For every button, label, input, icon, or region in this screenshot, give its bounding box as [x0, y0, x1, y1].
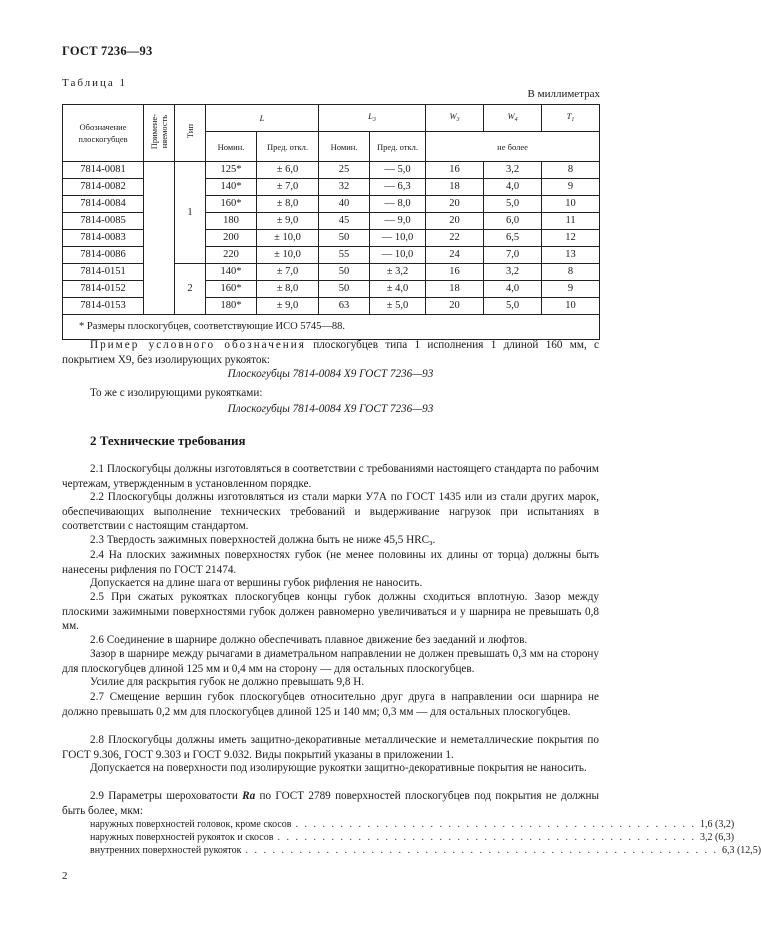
paragraph-2-3-sub: э: [429, 538, 433, 547]
paragraph-2-9: [62, 789, 599, 818]
table-row: [63, 247, 600, 264]
example-same: То же с изолирующими рукоятками:: [90, 387, 263, 399]
cell-L-nom: 160*: [206, 196, 257, 213]
paragraph-2-8: 2.8 Плоскогубцы должны иметь защитно-декоративные металлические и неметаллические покрытия по ГОСТ 9.306, ГОСТ 9.303 и ГОСТ 9.032. Виды покрытий указаны в приложении 1.: [62, 734, 599, 761]
paragraph-2-9-ra: Ra: [242, 790, 256, 802]
header-T1-sub: 1: [571, 117, 575, 123]
header-designation: Обозначение плоскогубцев: [63, 105, 144, 162]
cell-W3: 24: [426, 247, 484, 264]
table-row: [63, 213, 600, 230]
paragraph-2-5: 2.5 При сжатых рукоятках плоскогубцев концы губок должны сходиться вплотную. Зазор между плоскими зажимными поверхностями губок должен равномерно увеличиваться и у шарнира не превышать 0,8 мм.: [62, 591, 599, 632]
example-lead-rest: плоскогубцев типа 1 исполнения 1 длиной 160 мм, с покрытием Х9, без изолирующих рукояток:: [62, 339, 600, 366]
header-application-cell: [144, 105, 175, 162]
cell-code: 7814-0083: [63, 230, 144, 247]
cell-W4: 3,2: [484, 264, 542, 281]
cell-code: 7814-0081: [63, 162, 144, 179]
paragraph-2-9-rest: по ГОСТ 2789 поверхностей плоскогубцев под покрытия не должны быть более, мкм:: [62, 790, 599, 817]
table-row: [63, 230, 600, 247]
cell-code: 7814-0085: [63, 213, 144, 230]
roughness-label: наружных поверхностей рукояток и скосов: [90, 832, 274, 843]
header-L-nom: Номин.: [206, 132, 257, 162]
roughness-label: внутренних поверхностей рукояток: [90, 845, 242, 856]
cell-L-nom: 220: [206, 247, 257, 264]
header-type: Тип: [185, 124, 195, 139]
cell-W4: 6,5: [484, 230, 542, 247]
cell-L-dev: ± 7,0: [257, 264, 319, 281]
cell-L3-nom: 63: [319, 298, 370, 315]
roughness-value: 3,2 (6,3): [699, 832, 735, 843]
example-designation-1: Плоскогубцы 7814-0084 Х9 ГОСТ 7236—93: [227, 368, 434, 380]
cell-T1: 10: [542, 196, 600, 213]
cell-L-nom: 140*: [206, 179, 257, 196]
roughness-label: наружных поверхностей головок, кроме скосов: [90, 819, 292, 830]
header-W4-symbol: W: [507, 111, 515, 121]
example-lead: Пример условного обозначения: [90, 339, 306, 351]
cell-L3-dev: — 5,0: [370, 162, 426, 179]
paragraph-2-2: 2.2 Плоскогубцы должны изготовляться из стали марки У7А по ГОСТ 1435 или из стали других марок, обеспечивающих выполнение технических требований и выдерживание нагрузок при испытаниях в соответствии с настоящим стандартом.: [62, 491, 599, 532]
table-caption: Таблица 1: [62, 77, 128, 89]
cell-L3-nom: 45: [319, 213, 370, 230]
header-L3-nom: Номин.: [319, 132, 370, 162]
roughness-item: [90, 844, 761, 857]
cell-application: [144, 162, 175, 315]
table-row: [63, 281, 600, 298]
paragraph-2-6: 2.6 Соединение в шарнире должно обеспечивать плавное движение без заеданий и люфтов.: [90, 634, 528, 646]
cell-L3-dev: ± 3,2: [370, 264, 426, 281]
cell-T1: 12: [542, 230, 600, 247]
cell-L3-dev: — 10,0: [370, 247, 426, 264]
cell-L3-dev: — 8,0: [370, 196, 426, 213]
cell-code: 7814-0153: [63, 298, 144, 315]
cell-L-dev: ± 6,0: [257, 162, 319, 179]
cell-W4: 6,0: [484, 213, 542, 230]
document-header: ГОСТ 7236—93: [62, 44, 153, 58]
cell-L3-dev: — 10,0: [370, 230, 426, 247]
table-row: [63, 162, 600, 179]
table-row: [63, 264, 600, 281]
cell-W4: 5,0: [484, 298, 542, 315]
cell-code: 7814-0151: [63, 264, 144, 281]
cell-L-dev: ± 8,0: [257, 281, 319, 298]
cell-L3-nom: 55: [319, 247, 370, 264]
header-W3: [426, 105, 484, 132]
header-type-cell: [175, 105, 206, 162]
cell-L-nom: 180*: [206, 298, 257, 315]
cell-L3-nom: 25: [319, 162, 370, 179]
cell-W4: 7,0: [484, 247, 542, 264]
table-footnote: * Размеры плоскогубцев, соответствующие ИСО 5745—88.: [63, 315, 600, 340]
dimensions-table: [62, 104, 600, 340]
header-T1-symbol: T: [566, 111, 572, 121]
cell-L3-dev: — 6,3: [370, 179, 426, 196]
cell-W3: 18: [426, 281, 484, 298]
header-L3-dev: Пред. откл.: [370, 132, 426, 162]
paragraph-2-9-text: 2.9 Параметры шероховатости: [90, 790, 243, 802]
header-W3-symbol: W: [449, 111, 457, 121]
header-L3-symbol: L: [368, 111, 373, 121]
cell-L3-dev: ± 4,0: [370, 281, 426, 298]
cell-T1: 8: [542, 162, 600, 179]
cell-L3-nom: 50: [319, 230, 370, 247]
cell-L3-nom: 40: [319, 196, 370, 213]
cell-L3-dev: ± 5,0: [370, 298, 426, 315]
cell-W3: 20: [426, 196, 484, 213]
paragraph-2-1: 2.1 Плоскогубцы должны изготовляться в соответствии с требованиями настоящего стандарта по рабочим чертежам, утвержденным в установленном порядке.: [62, 463, 599, 490]
cell-T1: 8: [542, 264, 600, 281]
paragraph-2-3-end: .: [432, 534, 436, 546]
page-number: 2: [62, 870, 68, 882]
cell-type-2: 2: [175, 264, 206, 315]
paragraph-2-6b: Зазор в шарнире между рычагами в диаметральном направлении не должен превышать 0,3 мм на сторону для плоскогубцев длиной 125 мм и 0,4 мм на сторону — для остальных плоскогубцев.: [62, 648, 599, 675]
header-L3: [319, 105, 426, 132]
cell-L-dev: ± 8,0: [257, 196, 319, 213]
table-row: [63, 298, 600, 315]
cell-L-dev: ± 10,0: [257, 230, 319, 247]
paragraph-2-8b: Допускается на поверхности под изолирующие рукоятки защитно-декоративные покрытия не наносить.: [90, 762, 587, 774]
cell-L3-nom: 32: [319, 179, 370, 196]
cell-L-nom: 160*: [206, 281, 257, 298]
roughness-item: [90, 818, 735, 831]
paragraph-2-6c: Усилие для раскрытия губок не должно превышать 9,8 Н.: [90, 676, 365, 688]
cell-T1: 10: [542, 298, 600, 315]
example-designation-2: Плоскогубцы 7814-0084 Х9 ГОСТ 7236—93: [227, 403, 434, 415]
cell-L3-nom: 50: [319, 264, 370, 281]
example-intro: [62, 338, 599, 367]
cell-W3: 16: [426, 162, 484, 179]
cell-W3: 22: [426, 230, 484, 247]
cell-code: 7814-0152: [63, 281, 144, 298]
roughness-value: 6,3 (12,5): [721, 845, 761, 856]
cell-L3-nom: 50: [319, 281, 370, 298]
cell-code: 7814-0082: [63, 179, 144, 196]
leader-dots: . . . . . . . . . . . . . . . . . . . . . . . . . . . . . . . . . . . . . . . . . . . . .: [295, 819, 697, 830]
cell-T1: 9: [542, 179, 600, 196]
header-T1: [542, 105, 600, 132]
paragraph-2-4: 2.4 На плоских зажимных поверхностях губок (не менее половины их длины от торца) должны быть нанесены рифления по ГОСТ 21474.: [62, 549, 599, 576]
roughness-value: 1,6 (3,2): [700, 819, 735, 830]
header-application: Примене- няемость: [149, 113, 169, 150]
cell-L-dev: ± 7,0: [257, 179, 319, 196]
roughness-item: [90, 831, 735, 844]
header-L-dev: Пред. откл.: [257, 132, 319, 162]
section-title: 2 Технические требования: [90, 433, 246, 448]
paragraph-2-4b: Допускается на длине шага от вершины губок рифления не наносить.: [90, 577, 423, 589]
table-row: [63, 196, 600, 213]
cell-W4: 4,0: [484, 179, 542, 196]
cell-T1: 9: [542, 281, 600, 298]
cell-L-nom: 200: [206, 230, 257, 247]
header-W3-sub: 3: [456, 117, 460, 123]
cell-code: 7814-0084: [63, 196, 144, 213]
cell-W4: 4,0: [484, 281, 542, 298]
cell-W3: 18: [426, 179, 484, 196]
leader-dots: . . . . . . . . . . . . . . . . . . . . . . . . . . . . . . . . . . . . . . . . . . . . . . .: [277, 832, 696, 843]
cell-L-dev: ± 10,0: [257, 247, 319, 264]
cell-T1: 11: [542, 213, 600, 230]
cell-L3-dev: — 9,0: [370, 213, 426, 230]
cell-W3: 16: [426, 264, 484, 281]
table-row: [63, 179, 600, 196]
paragraph-2-7: 2.7 Смещение вершин губок плоскогубцев относительно друг друга в направлении оси шарнира не должно превышать 0,2 мм для плоскогубцев длиной 125 и 140 мм; 0,3 мм — для остальных плоскогубцев.: [62, 691, 599, 718]
paragraph-2-3-text: 2.3 Твердость зажимных поверхностей должна быть не ниже 45,5 HRC: [90, 534, 430, 546]
cell-W4: 5,0: [484, 196, 542, 213]
header-max: не более: [426, 132, 600, 162]
header-L3-sub: 3: [372, 117, 376, 123]
table-units: В миллиметрах: [527, 88, 600, 100]
header-W4-sub: 4: [514, 117, 518, 123]
header-L: L: [206, 105, 319, 132]
header-W4: [484, 105, 542, 132]
cell-L-dev: ± 9,0: [257, 213, 319, 230]
cell-L-nom: 125*: [206, 162, 257, 179]
cell-W4: 3,2: [484, 162, 542, 179]
cell-type-1: 1: [175, 162, 206, 264]
cell-L-nom: 140*: [206, 264, 257, 281]
cell-L-nom: 180: [206, 213, 257, 230]
cell-W3: 20: [426, 298, 484, 315]
cell-code: 7814-0086: [63, 247, 144, 264]
cell-L-dev: ± 9,0: [257, 298, 319, 315]
cell-T1: 13: [542, 247, 600, 264]
cell-W3: 20: [426, 213, 484, 230]
leader-dots: . . . . . . . . . . . . . . . . . . . . . . . . . . . . . . . . . . . . . . . . . . . . . . . . . . . . .: [245, 845, 718, 856]
